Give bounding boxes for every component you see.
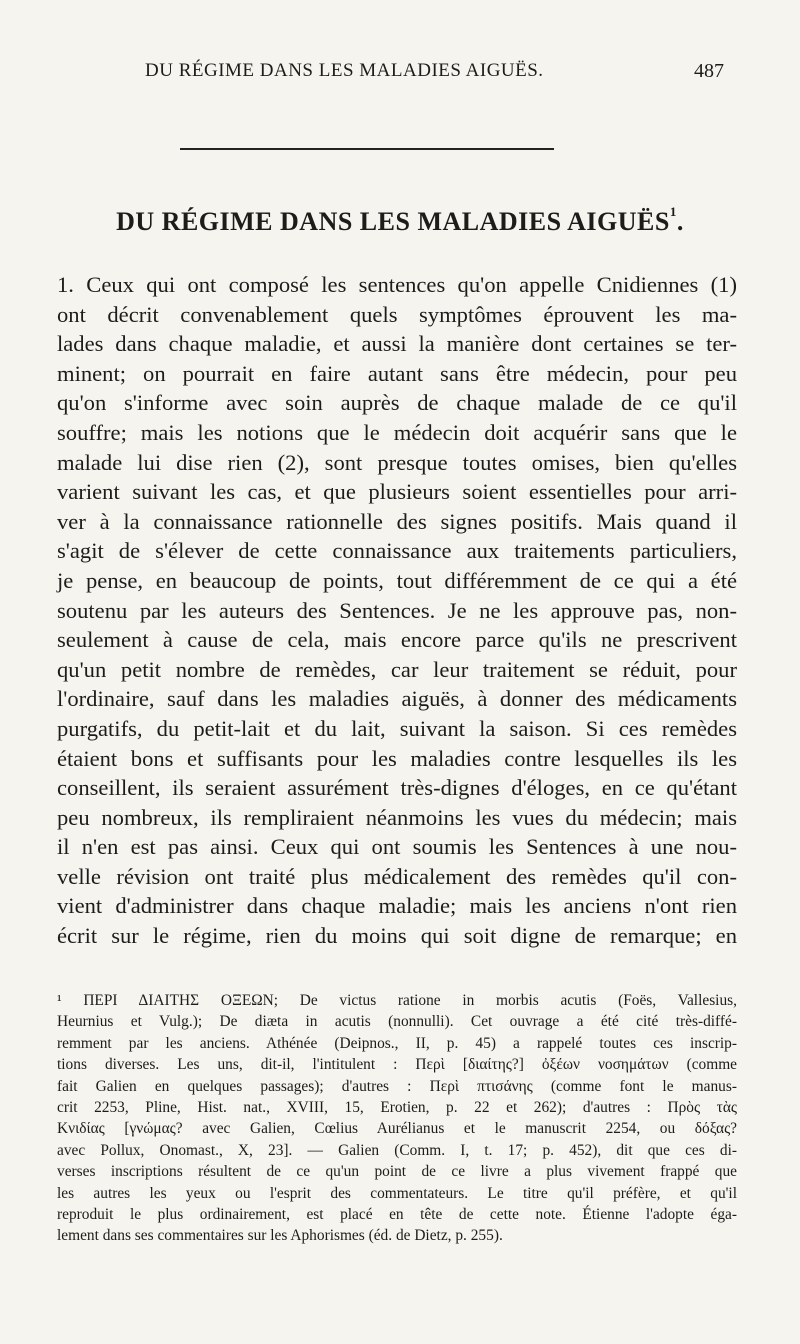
footnote <box>57 990 737 1247</box>
title-rule <box>180 148 554 150</box>
footnote-line: remment par les anciens. Athénée (Deipnos., II, p. 45) a rappelé toutes ces inscrip- <box>57 1034 737 1052</box>
body-line: s'agit de s'élever de cette connaissance aux traitements particuliers, <box>57 538 737 564</box>
footnote-marker: 1 <box>669 204 677 220</box>
footnote-line: ¹ ΠΕΡΙ ΔΙΑΙΤΗΣ ΟΞΕΩΝ; De victus ratione in morbis acutis (Foës, Vallesius, <box>57 992 737 1009</box>
chapter-title <box>0 204 800 237</box>
body-line: étaient bons et suffisants pour les maladies contre lesquelles ils les <box>57 745 737 771</box>
footnote-line: Heurnius et Vulg.); De diæta in acutis (nonnulli). Cet ouvrage a été cité très-diffé- <box>57 1013 737 1031</box>
footnote-line: fait Galien en quelques passages); d'autres : Περὶ πτισάνης (comme font le manus- <box>57 1077 737 1095</box>
footnote-line: Κνιδίας [γνώμας? avec Galien, Cœlius Aurélianus et le manuscrit 2254, ou δόξας? <box>57 1120 737 1138</box>
page-number: 487 <box>694 60 724 82</box>
body-line: lades dans chaque maladie, et aussi la manière dont certaines se ter- <box>57 331 737 357</box>
body-line: écrit sur le régime, rien du moins qui soit digne de remarque; en <box>57 923 737 949</box>
body-line: peu nombreux, ils rempliraient néanmoins les vues du médecin; mais <box>57 804 737 830</box>
body-line: ver à la connaissance rationnelle des signes positifs. Mais quand il <box>57 508 737 534</box>
body-line: seulement à cause de cela, mais encore parce qu'ils ne prescrivent <box>57 627 737 653</box>
body-line: souffre; mais les notions que le médecin doit acquérir sans que le <box>57 419 737 445</box>
running-header <box>100 60 724 90</box>
body-line: 1. Ceux qui ont composé les sentences qu'on appelle Cnidiennes (1) <box>57 272 737 297</box>
footnote-line: reproduit le plus ordinairement, est placé en tête de cette note. Étienne l'adopte éga- <box>57 1205 737 1223</box>
body-line: varient suivant les cas, et que plusieurs soient essentielles pour arri- <box>57 479 737 505</box>
footnote-line: verses inscriptions résultent de ce qu'un point de ce livre a plus vivement frappé que <box>57 1163 737 1181</box>
body-line: qu'on s'informe avec soin auprès de chaque malade de ce qu'il <box>57 390 737 416</box>
body-line: l'ordinaire, sauf dans les maladies aiguës, à donner des médicaments <box>57 686 737 712</box>
chapter-title-text: DU RÉGIME DANS LES MALADIES AIGUËS <box>116 207 670 236</box>
body-line: vient d'administrer dans chaque maladie; mais les anciens n'ont rien <box>57 893 737 919</box>
body-line: conseillent, ils seraient assurément très-dignes d'éloges, en ce qu'étant <box>57 775 737 801</box>
footnote-line: tions diverses. Les uns, dit-il, l'intitulent : Περὶ [διαίτης?] ὀξέων νοσημάτων (comme <box>57 1056 737 1074</box>
body-line: il n'en est pas ainsi. Ceux qui ont soumis les Sentences à une nou- <box>57 834 737 860</box>
footnote-line: avec Pollux, Onomast., X, 23]. — Galien (Comm. I, t. 17; p. 452), dit que ces di- <box>57 1141 737 1159</box>
body-line: je pense, en beaucoup de points, tout différemment de ce qui a été <box>57 567 737 593</box>
running-title: DU RÉGIME DANS LES MALADIES AIGUËS. <box>145 60 544 81</box>
body-line: minent; on pourrait en faire autant sans être médecin, pour peu <box>57 360 737 386</box>
chapter-title-suffix: . <box>676 207 684 236</box>
body-text <box>57 270 737 951</box>
body-line: malade lui dise rien (2), sont presque toutes omises, bien qu'elles <box>57 449 737 475</box>
body-line: purgatifs, du petit-lait et du lait, suivant la saison. Si ces remèdes <box>57 715 737 741</box>
body-line: ont décrit convenablement quels symptômes éprouvent les ma- <box>57 301 737 327</box>
footnote-line: lement dans ses commentaires sur les Aphorismes (éd. de Dietz, p. 255). <box>57 1227 503 1245</box>
body-line: qu'un petit nombre de remèdes, car leur traitement se réduit, pour <box>57 656 737 682</box>
footnote-line: les autres les yeux ou l'esprit des commentateurs. Le titre qu'il préfère, et qu'il <box>57 1184 737 1202</box>
body-line: soutenu par les auteurs des Sentences. Je ne les approuve pas, non- <box>57 597 737 623</box>
body-line: velle révision ont traité plus médicalement des remèdes qu'il con- <box>57 863 737 889</box>
footnote-line: crit 2253, Pline, Hist. nat., XVIII, 15, Erotien, p. 22 et 262); d'autres : Πρὸς τὰς <box>57 1098 737 1116</box>
